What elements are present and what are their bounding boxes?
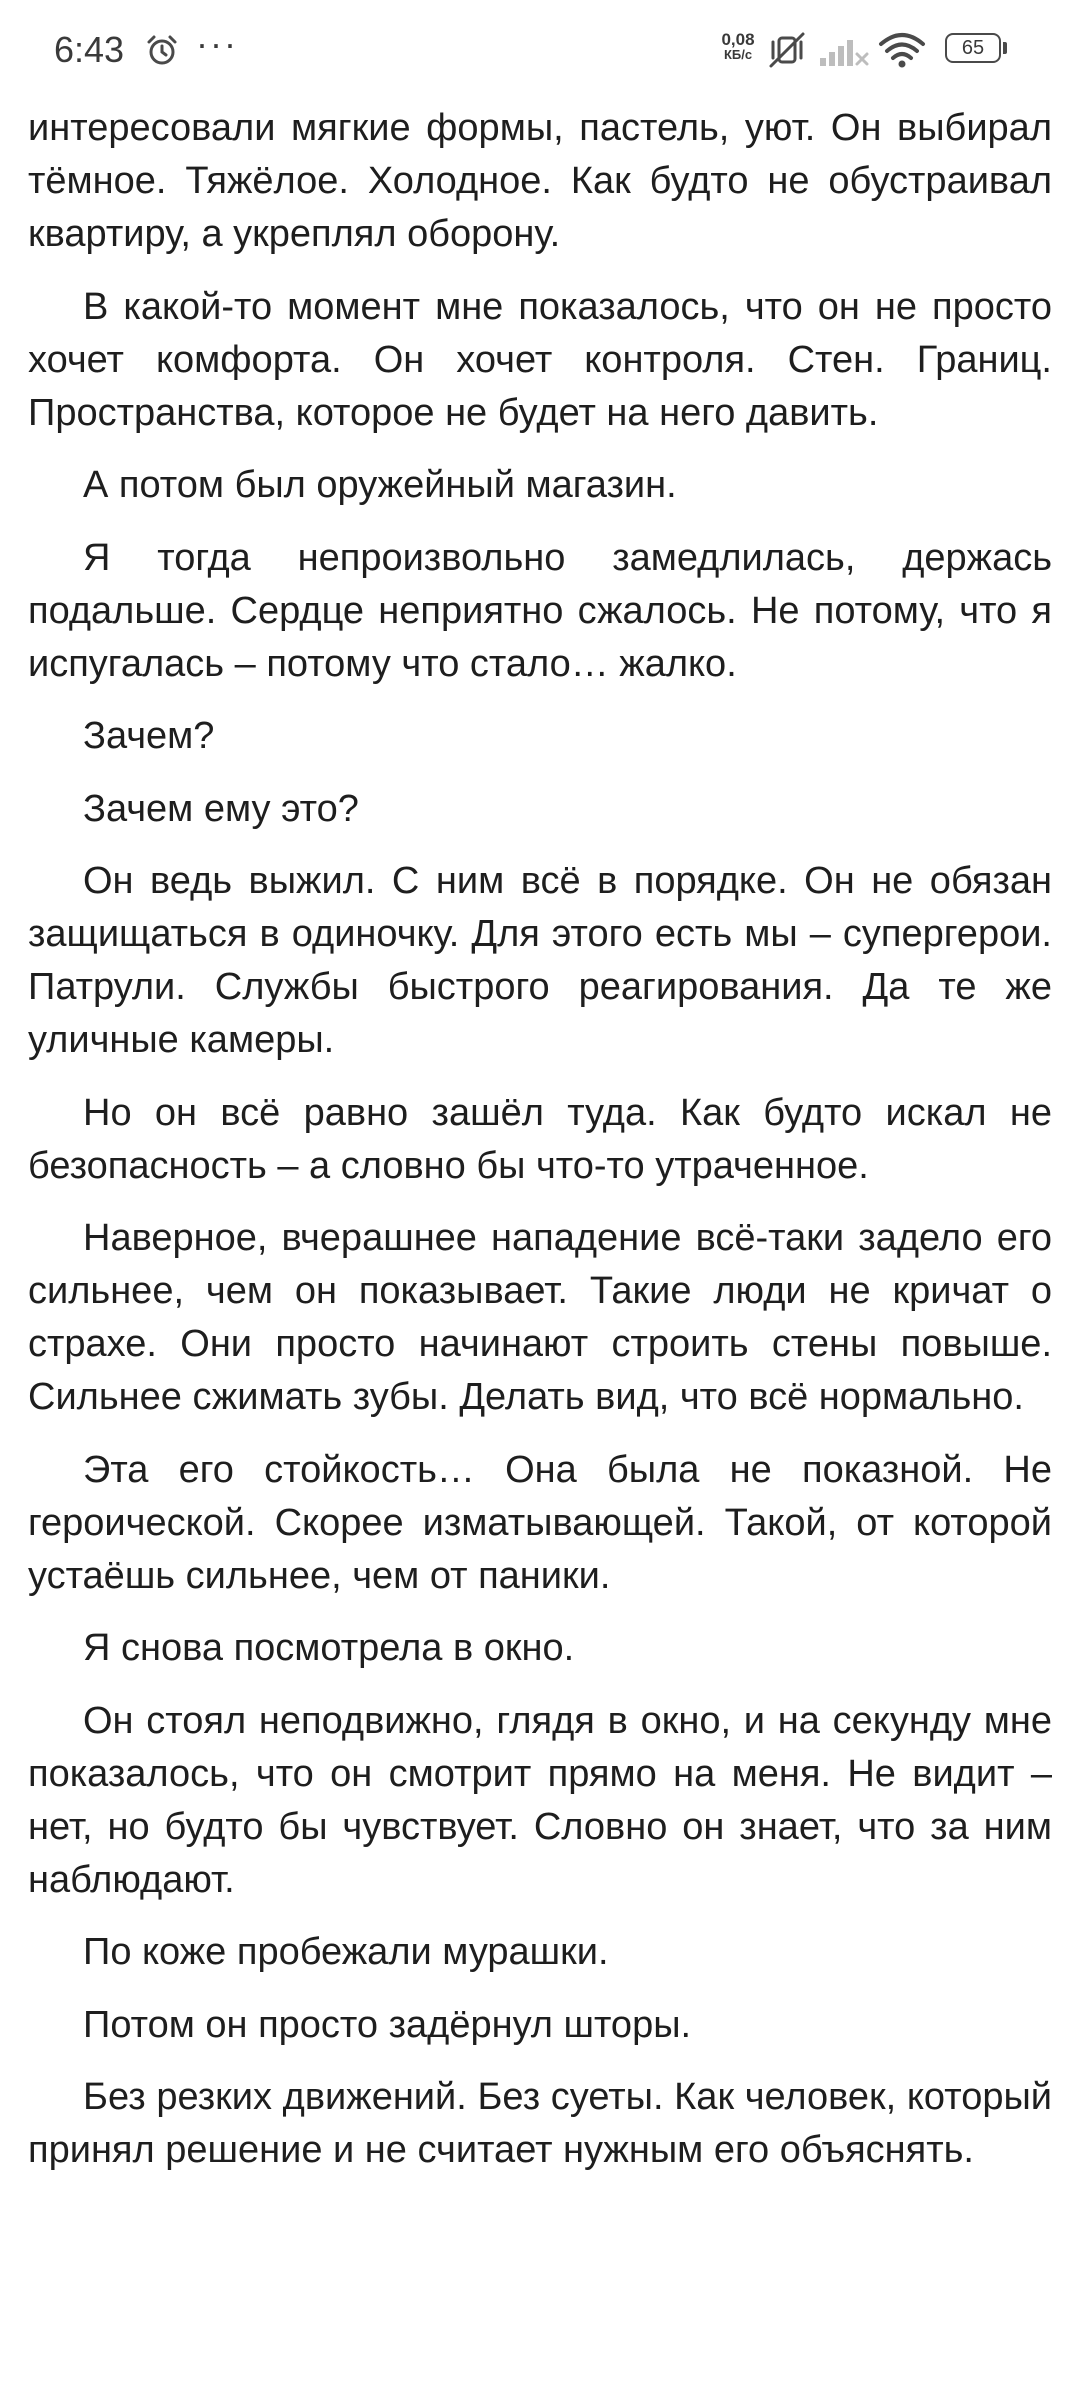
paragraph: Я снова посмотрела в окно. [83,1627,575,1669]
network-speed-unit: КБ/с [723,47,753,62]
paragraph: Наверное, вчерашнее нападение всё-таки задело его сильнее, чем он показывает. Такие люди не кричат о страхе. Они просто начинают строить стены повыше. Сильнее сжимать зубы. Делать вид, что всё нормально. [28,1217,1052,1418]
paragraph: Я тогда непроизвольно замедлилась, держась подальше. Сердце неприятно сжалось. Не потому, что я испугалась – потому что стало… жалко. [28,536,1052,685]
paragraph: По коже пробежали мурашки. [83,1931,609,1973]
paragraph: Зачем ему это? [83,787,359,830]
network-speed [716,31,760,62]
battery-level: 65 [945,33,1001,63]
paragraph: Он стоял неподвижно, глядя в окно, и на секунду мне показалось, что он смотрит прямо на меня. Не видит – нет, но будто бы чувствует. Словно он знает, что за ним наблюдают. [28,1699,1052,1901]
paragraph: Эта его стойкость… Она была не показной. Не героической. Скорее изматывающей. Такой, от которой устаёшь сильнее, чем от паники. [28,1448,1052,1597]
paragraph: интересовали мягкие формы, пастель, уют. Он выбирал тёмное. Тяжёлое. Холодное. Как будто не обустраивал квартиру, а укреплял оборону. [28,107,1052,255]
battery-tip [1003,42,1007,54]
paragraph: Потом он просто задёрнул шторы. [83,2003,692,2046]
muted-vibrate-icon [765,30,809,70]
network-speed-value: 0,08 [721,30,755,49]
paragraph: Но он всё равно зашёл туда. Как будто искал не безопасность – а словно бы что-то утраченное. [28,1091,1052,1187]
paragraph: Без резких движений. Без суеты. Как человек, который принял решение и не считает нужным его объяснять. [28,2076,1052,2171]
status-bar [0,0,1080,96]
alarm-icon [145,34,179,68]
paragraph: В какой-то момент мне показалось, что он не просто хочет комфорта. Он хочет контроля. Стен. Границ. Пространства, которое не будет на него давить. [28,285,1052,434]
more-dots-icon: ··· [196,23,238,64]
paragraph: Зачем? [83,715,215,757]
battery-icon [945,33,1009,65]
cellular-signal-icon [818,30,870,70]
status-time: 6:43 [54,29,125,70]
paragraph: А потом был оружейный магазин. [83,464,677,506]
paragraph: Он ведь выжил. С ним всё в порядке. Он не обязан защищаться в одиночку. Для этого есть мы – супергерои. Патрули. Службы быстрого реагирования. Да те же уличные камеры. [28,860,1052,1061]
reader-text-area[interactable] [28,102,1052,2197]
wifi-icon [877,30,927,70]
